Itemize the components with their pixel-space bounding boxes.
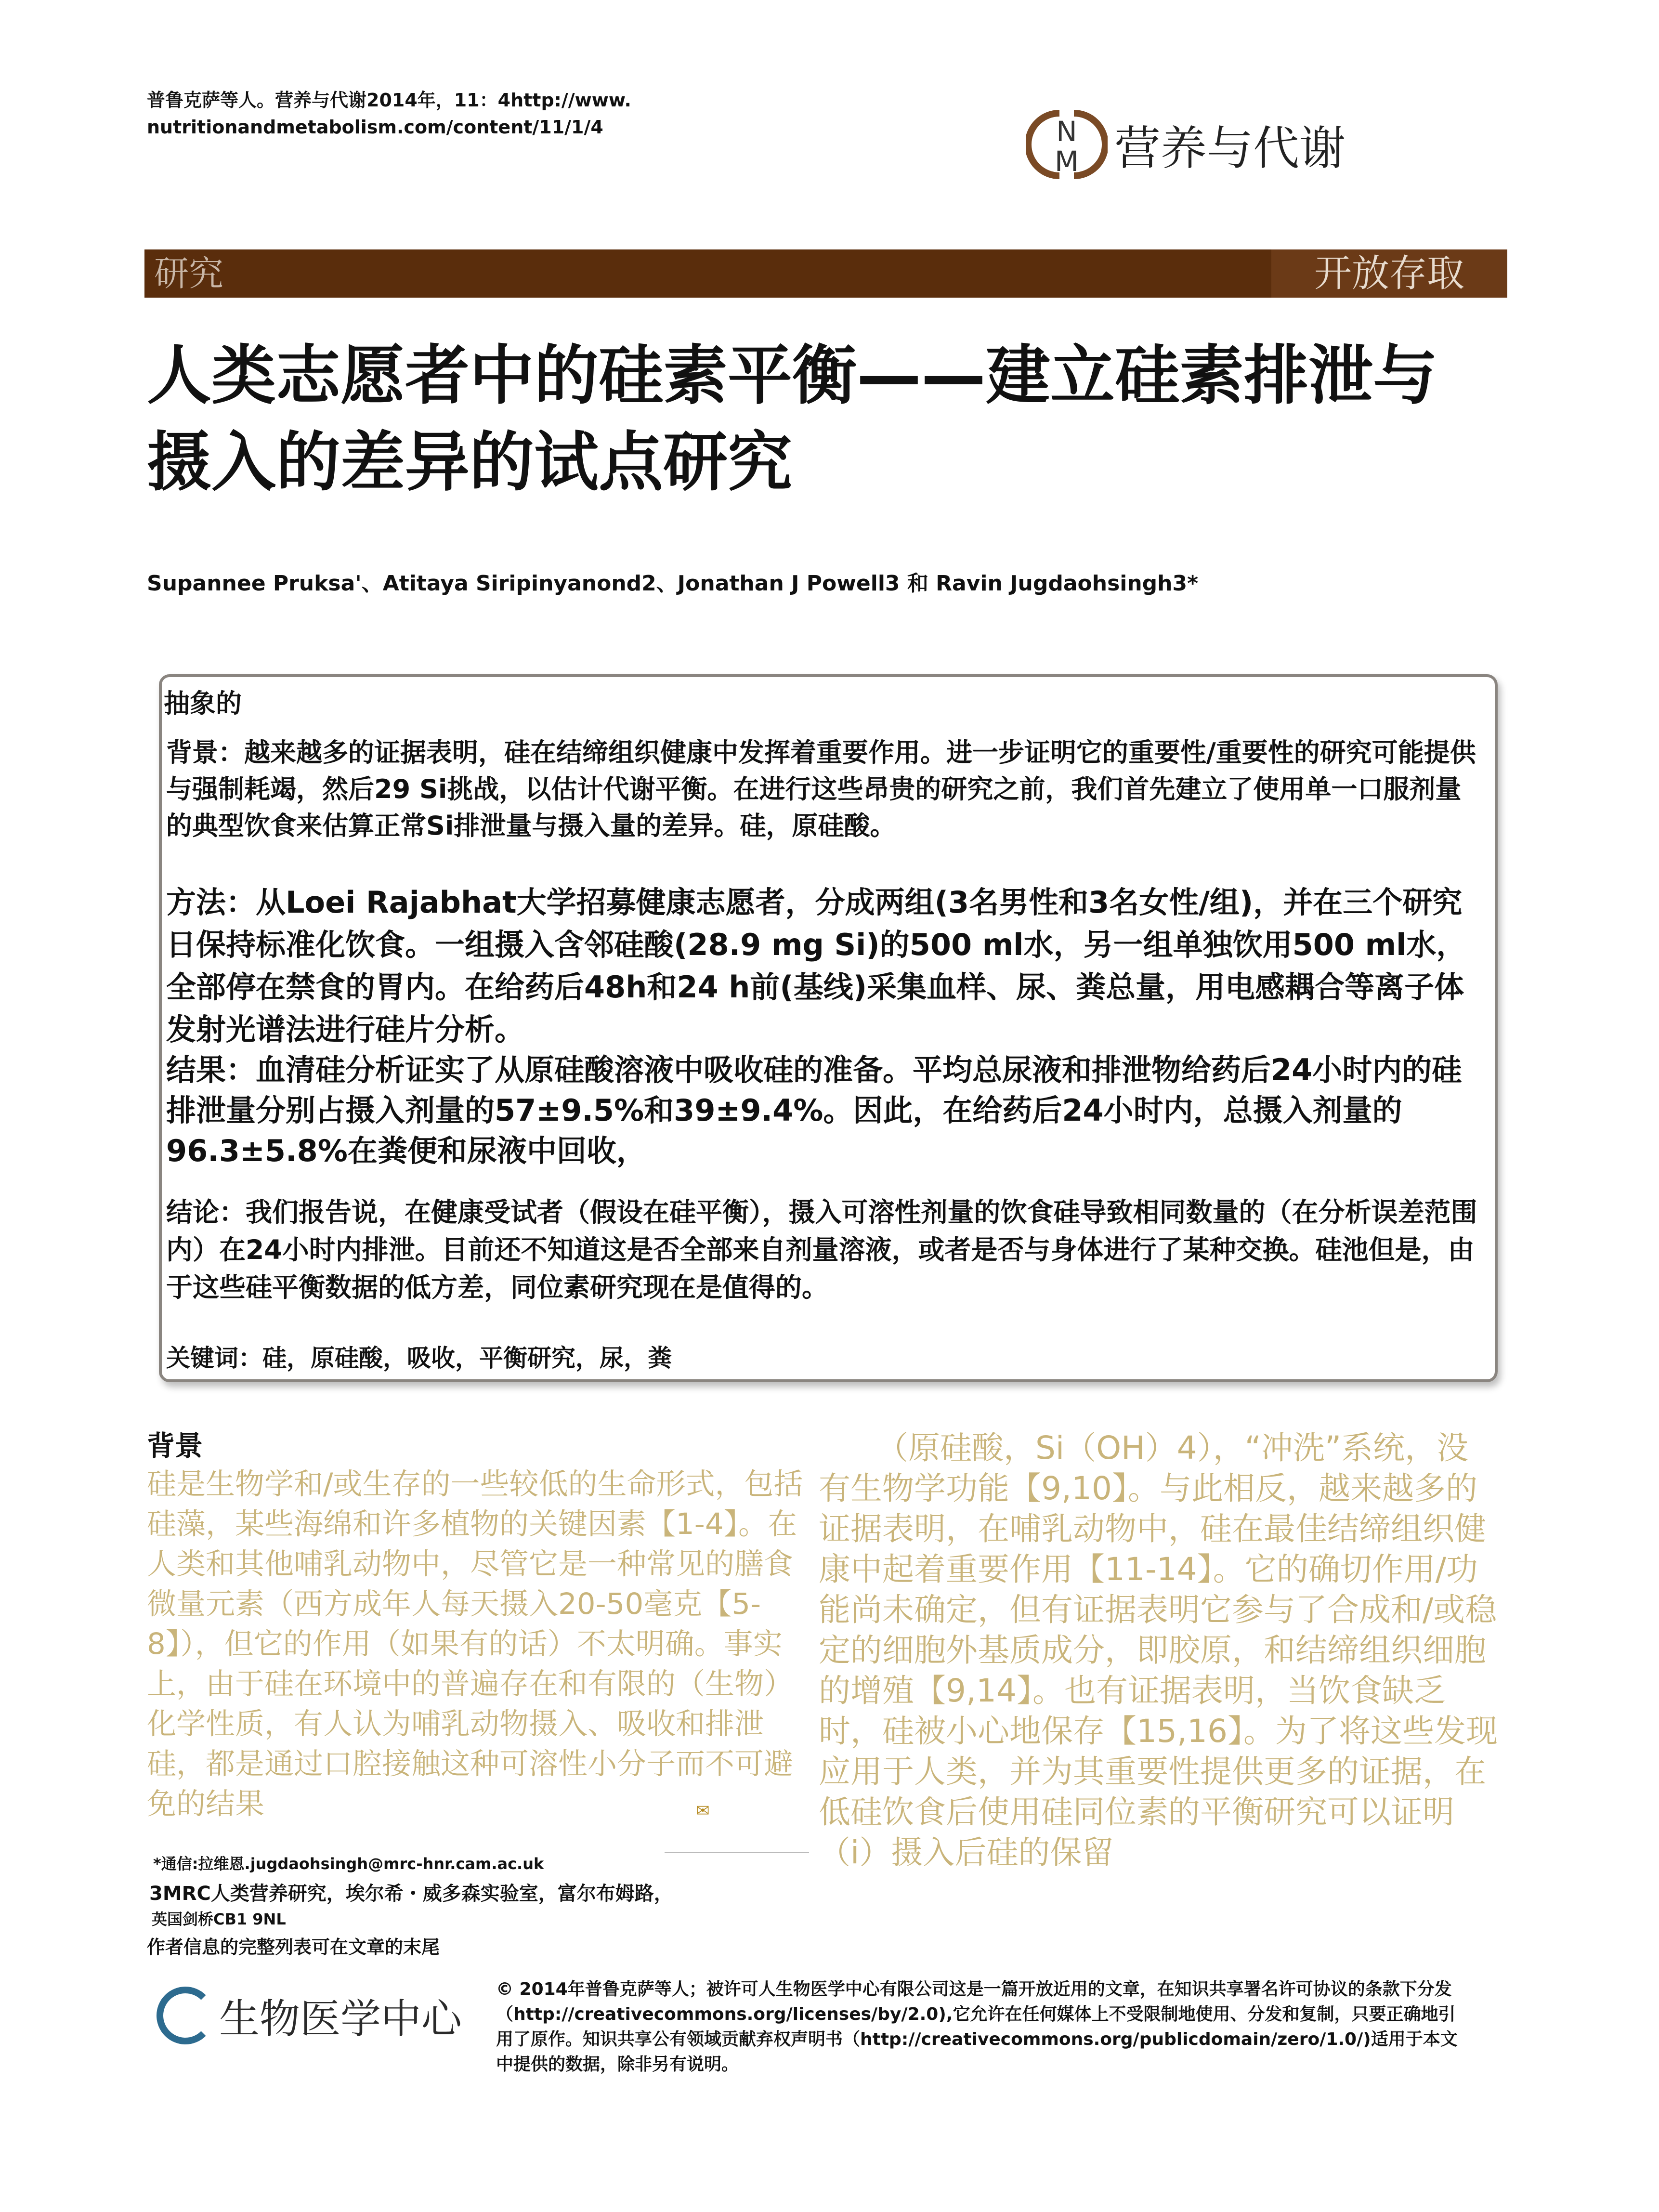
citation-line-2[interactable]: nutritionandmetabolism.com/content/11/1/4 [147,117,603,138]
section-heading-background: 背景 [147,1429,203,1462]
author-list: Supannee Pruksa'、Atitaya Siripinyanond2、Jonathan J Powell3 和 Ravin Jugdaohsingh3* [147,571,1199,596]
license-statement: © 2014年普鲁克萨等人；被许可人生物医学中心有限公司这是一篇开放近用的文章，在知识共享署名许可协议的条款下分发（http://creativecommons.org/licenses/by/2.0),它允许在任何媒体上不受限制地使用、分发和复制，只要正确地引用了原作。知识共享公有领域贡献弃权声明书（http://creativecommons.org/publicdomain/zero/1.0/)适用于本文中提供的数据，除非另有说明。 [496,1979,1458,2074]
open-access-label: 开放存取 [1271,249,1507,298]
journal-logo [1026,96,1345,193]
citation-header [147,87,677,141]
article-title: 人类志愿者中的硅素平衡——建立硅素排泄与摄入的差异的试点研究 [147,338,1438,500]
abstract-heading: 抽象的 [164,688,242,719]
body-right-first-line: （原硅酸，Si（OH）4），“冲洗”系统，没 [876,1429,1469,1466]
affiliation-line-1: 3MRC人类营养研究，埃尔希・威多森实验室，富尔布姆路， [149,1883,673,1905]
abstract-results: 结果：血清硅分析证实了从原硅酸溶液中吸收硅的准备。平均总尿液和排泄物给药后24小时内的硅排泄量分别占摄入剂量的57±9.5%和39±9.4%。因此，在给药后24小时内，总摄入剂量的96.3±5.8%在粪便和尿液中回收， [166,1052,1462,1168]
publisher-name: 生物医学中心 [219,1995,462,2042]
journal-nm-icon [1026,104,1108,185]
abstract-keywords: 关键词：硅，原硅酸，吸收，平衡研究，尿，粪 [166,1344,672,1372]
abstract-background: 背景：越来越多的证据表明，硅在结缔组织健康中发挥着重要作用。进一步证明它的重要性/重要性的研究可能提供与强制耗竭，然后29 Si挑战，以估计代谢平衡。在进行这些昂贵的研究之前，我们首先建立了使用单一口服剂量的典型饮食来估算正常Si排泄量与摄入量的差异。硅，原硅酸。 [166,737,1476,841]
body-right-rest: 有生物学功能【9,10】。与此相反，越来越多的证据表明，在哺乳动物中，硅在最佳结缔组织健康中起着重要作用【11-14】。它的确切作用/功能尚未确定，但有证据表明它参与了合成和/或稳定的细胞外基质成分，即胶原，和结缔组织细胞的增殖【9,14】。也有证据表明，当饮食缺乏时，硅被小心地保存【15,16】。为了将这些发现应用于人类，并为其重要性提供更多的证据，在低硅饮食后使用硅同位素的平衡研究可以证明（i）摄入后硅的保留 [819,1470,1498,1871]
article-type-banner [144,249,1507,298]
article-type-label: 研究 [154,253,224,294]
svg-text:M: M [1054,145,1079,178]
abstract-conclusions: 结论：我们报告说，在健康受试者（假设在硅平衡），摄入可溶性剂量的饮食硅导致相同数量的（在分析误差范围内）在24小时内排泄。目前还不知道这是否全部来自剂量溶液，或者是否与身体进行了某种交换。硅池但是，由于这些硅平衡数据的低方差，同位素研究现在是值得的。 [166,1197,1477,1303]
footnote-divider [665,1852,809,1853]
abstract-methods: 方法：从Loei Rajabhat大学招募健康志愿者，分成两组(3名男性和3名女性/组)，并在三个研究日保持标准化饮食。一组摄入含邻硅酸(28.9 mg Si)的500 ml水，另一组单独饮用500 ml水，全部停在禁食的胃内。在给药后48h和24 h前(基线)采集血样、尿、粪总量，用电感耦合等离子体发射光谱法进行硅片分析。 [166,885,1466,1047]
envelope-icon: ✉ [696,1801,710,1820]
body-right-column [819,1428,1502,1873]
bmc-ring-icon [157,1987,214,2044]
correspondence-email[interactable]: *通信:拉维恩.jugdaohsingh@mrc-hnr.cam.ac.uk [153,1855,544,1873]
journal-name: 营养与代谢 [1114,121,1345,175]
body-left-column: 硅是生物学和/或生存的一些较低的生命形式，包括硅藻，某些海绵和许多植物的关键因素【1-4】。在人类和其他哺乳动物中，尽管它是一种常见的膳食微量元素（西方成年人每天摄入20-50毫克【5-8】），但它的作用（如果有的话）不太明确。事实上，由于硅在环境中的普遍存在和有限的（生物）化学性质，有人认为哺乳动物摄入、吸收和排泄硅，都是通过口腔接触这种可溶性小分子而不可避免的结果 [147,1467,803,1821]
citation-line-1: 普鲁克萨等人。营养与代谢2014年，11：4http://www. [147,90,631,111]
publisher-logo [157,1979,462,2052]
affiliation-line-2: 英国剑桥CB1 9NL [152,1910,286,1928]
svg-text:N: N [1056,115,1077,148]
author-info-note: 作者信息的完整列表可在文章的末尾 [147,1937,440,1958]
